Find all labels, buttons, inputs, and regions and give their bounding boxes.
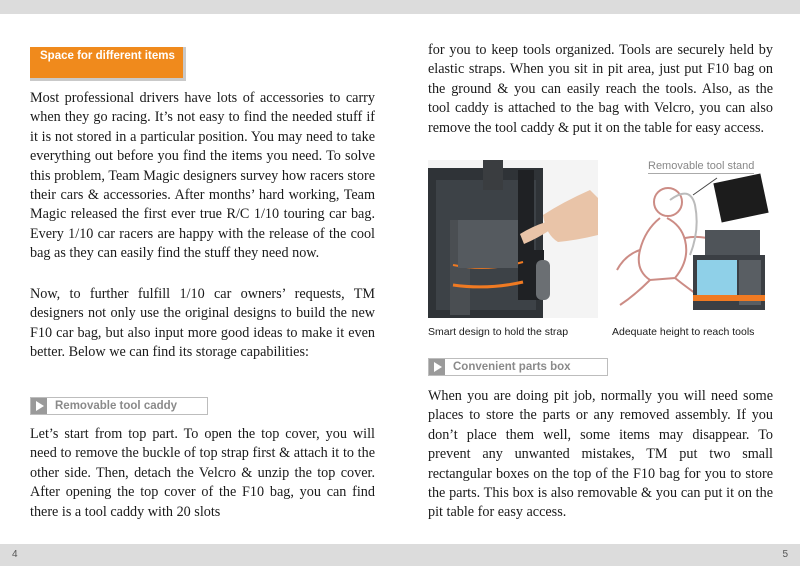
play-arrow-icon [429,359,445,375]
section-heading-caddy-text: Removable tool caddy [55,400,178,412]
page-number-left: 4 [12,549,18,560]
section-heading-caddy [30,397,208,415]
chair-and-bag-illustration [605,160,775,318]
section-heading-space-text: Space for different items [40,50,175,62]
photo-chair-bag [605,160,775,318]
play-arrow-icon [31,398,47,414]
caption-height: Adequate height to reach tools [612,326,755,338]
stand-label: Removable tool stand [648,160,755,172]
section-heading-parts-text: Convenient parts box [453,361,571,373]
page-number-right: 5 [782,549,788,560]
bag-strap-illustration [428,160,598,318]
paragraph-parts-box: When you are doing pit job, normally you will need some places to store the parts or any removed assembly. If you don’t place them well, some items may disappear. To prevent any unwanted mistakes, TM put two small rectangular boxes on the top of the F10 bag for you to store the parts. This box is also removable & you can put it on the pit table for easy access. [428,388,773,521]
caption-strap: Smart design to hold the strap [428,326,569,338]
paragraph-intro: Most professional drivers have lots of accessories to carry when they go racing. It’s not easy to find the needed stuff if it is not stored in a particular position. You may need to take everything out before you find the items you need. To solve this problem, Team Magic designers survey how racers store their cars & accessories. After months’ hard working, Team Magic released the first ever true R/C 1/10 touring car bag. Every 1/10 car racers are happy with the release of the cool bag as they can easily find the stuff they need now. [30,90,375,262]
photo-strap-holder [428,160,598,318]
top-band [0,0,800,14]
section-heading-parts [428,358,608,376]
paragraph-top-part: Let’s start from top part. To open the top cover, you will need to remove the buckle of top strap first & attach it to the other side. Then, detach the Velcro & unzip the top cover. After opening the top cover of the F10 bag, you can find there is a tool caddy with 20 slots [30,426,375,520]
bottom-band [0,544,800,566]
paragraph-tools: for you to keep tools organized. Tools are securely held by elastic straps. When you sit in pit area, just put F10 bag on the ground & you can easily reach the tools. Also, as the tool caddy is attached to the bag with Velcro, you can also remove the tool caddy & put it on the table for easy access. [428,42,773,136]
section-heading-space [30,47,186,81]
paragraph-requests: Now, to further fulfill 1/10 car owners’ requests, TM designers not only use the original designs to build the new F10 car bag, but also input more good ideas to make it even better. Below we can find its storage capabilities: [30,286,375,361]
